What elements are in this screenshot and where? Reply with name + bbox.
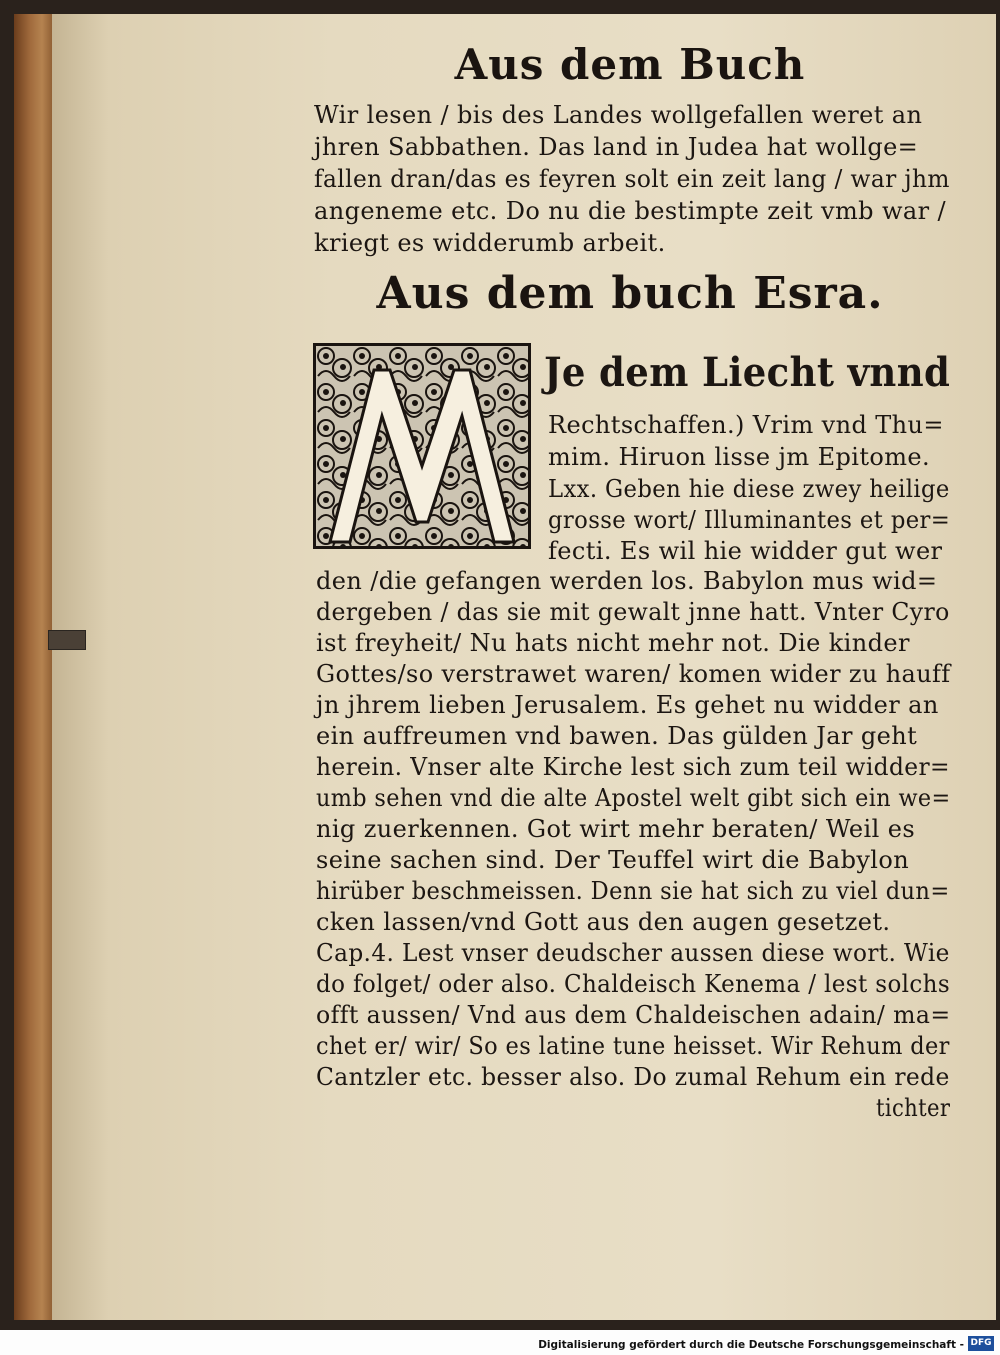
text-line: jn jhrem lieben Jerusalem. Es gehet nu widder an <box>316 691 939 719</box>
text-line: Gottes/so verstrawet waren/ komen wider zu hauff <box>316 660 951 688</box>
running-head: Aus dem Buch <box>454 40 806 89</box>
text-line: fallen dran/das es feyren solt ein zeit lang / war jhm <box>314 165 950 193</box>
page-right-edge <box>996 14 1000 1320</box>
footer-credit: Digitalisierung gefördert durch die Deutsche Forschungsgemeinschaft - <box>538 1339 964 1351</box>
text-line: mim. Hiruon lisse jm Epitome. <box>548 443 931 471</box>
incipit: Je dem Liecht vnnd <box>544 349 951 396</box>
section-title: Aus dem buch Esra. <box>376 268 884 319</box>
text-line: nig zuerkennen. Got wirt mehr beraten/ Weil es <box>316 815 916 843</box>
dfg-logo: DFG <box>968 1336 994 1351</box>
book-cover-edge <box>14 14 54 1320</box>
text-line: kriegt es widderumb arbeit. <box>314 229 666 257</box>
text-line: den /die gefangen werden los. Babylon mus wid= <box>316 567 938 595</box>
text-line: seine sachen sind. Der Teuffel wirt die Babylon <box>316 846 910 874</box>
text-line: dergeben / das sie mit gewalt jnne hatt. Vnter Cyro <box>316 598 950 626</box>
text-line: jhren Sabbathen. Das land in Judea hat wollge= <box>314 133 919 161</box>
text-line: chet er/ wir/ So es latine tune heisset. Wir Rehum der <box>316 1032 950 1060</box>
text-line: Wir lesen / bis des Landes wollgefallen weret an <box>314 101 923 129</box>
text-line: ein auffreumen vnd bawen. Das gülden Jar geht <box>316 722 918 750</box>
text-line: angeneme etc. Do nu die bestimpte zeit vmb war / <box>314 197 947 225</box>
text-line: herein. Vnser alte Kirche lest sich zum teil widder= <box>316 753 950 781</box>
text-line: grosse wort/ Illuminantes et per= <box>548 506 951 534</box>
catchword: tichter <box>876 1094 951 1122</box>
text-line: Lxx. Geben hie diese zwey heilige <box>548 475 950 503</box>
text-line: umb sehen vnd die alte Apostel welt gibt sich ein we= <box>316 784 951 812</box>
text-line: Cantzler etc. besser also. Do zumal Rehum ein rede <box>316 1063 950 1091</box>
text-line: do folget/ oder also. Chaldeisch Kenema / lest solchs <box>316 970 951 998</box>
text-line: hirüber beschmeissen. Denn sie hat sich zu viel dun= <box>316 877 950 905</box>
text-line: offt aussen/ Vnd aus dem Chaldeischen adain/ ma= <box>316 1001 951 1029</box>
decorated-initial-image <box>316 346 528 546</box>
text-line: ist freyheit/ Nu hats nicht mehr not. Die kinder <box>316 629 910 657</box>
text-line: fecti. Es wil hie widder gut wer <box>548 537 943 565</box>
text-line: cken lassen/vnd Gott aus den augen gesetzet. <box>316 908 891 936</box>
text-line: Rechtschaffen.) Vrim vnd Thu= <box>548 411 944 439</box>
book-clasp <box>48 630 86 650</box>
initial-letter: M <box>422 466 424 467</box>
text-line: Cap.4. Lest vnser deudscher aussen diese wort. Wie <box>316 939 950 967</box>
decorated-initial <box>313 343 531 549</box>
